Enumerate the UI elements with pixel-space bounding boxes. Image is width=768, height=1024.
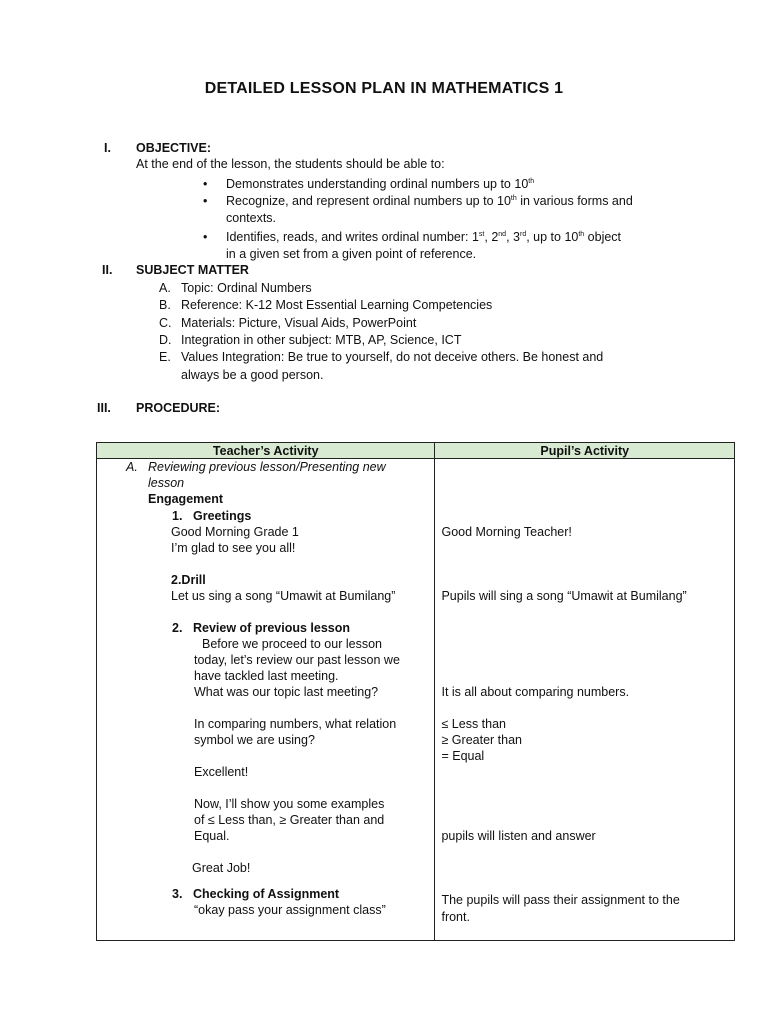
checking-number: 3. — [172, 887, 183, 901]
pupil-response: pupils will listen and answer — [441, 829, 596, 843]
pupil-response: ≥ Greater than — [441, 733, 522, 747]
section-title-line2: lesson — [148, 476, 185, 490]
teacher-activity-cell — [97, 459, 435, 941]
greetings-heading: Greetings — [193, 509, 252, 523]
subject-item-letter: E. — [159, 350, 171, 364]
review-line: symbol we are using? — [194, 733, 315, 747]
objective-bullet-3-line2: in a given set from a given point of reference. — [226, 247, 477, 261]
objective-intro: At the end of the lesson, the students should be able to: — [136, 157, 445, 171]
subject-item-topic: Topic: Ordinal Numbers — [181, 281, 312, 295]
objective-heading: OBJECTIVE: — [136, 141, 212, 155]
procedure-numeral: III. — [97, 401, 111, 415]
teacher-activity-header: Teacher’s Activity — [97, 443, 435, 459]
objective-bullet-3: Identifies, reads, and writes ordinal number: 1st, 2nd, 3rd, up to 10th object — [226, 230, 622, 244]
review-line: In comparing numbers, what relation — [194, 717, 397, 731]
review-line: have tackled last meeting. — [194, 669, 339, 683]
document-title: DETAILED LESSON PLAN IN MATHEMATICS 1 — [204, 80, 564, 97]
review-line: What was our topic last meeting? — [194, 685, 379, 699]
pupil-response: front. — [441, 910, 470, 924]
pupil-response: It is all about comparing numbers. — [441, 685, 630, 699]
subject-item-values: Values Integration: Be true to yourself, do not deceive others. Be honest and — [181, 350, 604, 364]
drill-heading: 2.Drill — [171, 573, 206, 587]
subject-numeral: II. — [102, 263, 113, 277]
pupil-activity-cell — [435, 459, 735, 941]
bullet-icon: • — [203, 177, 208, 191]
objective-bullet-1: Demonstrates understanding ordinal numbers up to 10th — [226, 177, 535, 191]
checking-heading: Checking of Assignment — [193, 887, 340, 901]
subject-item-materials: Materials: Picture, Visual Aids, PowerPoint — [181, 316, 417, 330]
pupil-response: Pupils will sing a song “Umawit at Bumilang” — [441, 589, 687, 603]
review-line: today, let’s review our past lesson we — [194, 653, 400, 667]
review-line: Now, I’ll show you some examples — [194, 797, 385, 811]
table-row — [97, 459, 735, 941]
pupil-response: Good Morning Teacher! — [441, 525, 572, 539]
subject-item-values-line2: always be a good person. — [181, 368, 324, 382]
section-title: Reviewing previous lesson/Presenting new — [148, 460, 386, 474]
subject-item-reference: Reference: K-12 Most Essential Learning Competencies — [181, 298, 493, 312]
review-line: of ≤ Less than, ≥ Greater than and — [194, 813, 385, 827]
objective-numeral: I. — [104, 141, 111, 155]
objective-bullet-2: Recognize, and represent ordinal numbers up to 10th in various forms and — [226, 194, 633, 208]
review-number: 2. — [172, 621, 183, 635]
pupil-response: The pupils will pass their assignment to the — [441, 893, 680, 907]
subject-item-letter: C. — [159, 316, 172, 330]
subject-item-letter: A. — [159, 281, 171, 295]
review-line: Equal. — [194, 829, 230, 843]
pupil-response: = Equal — [441, 749, 485, 763]
subject-item-integration: Integration in other subject: MTB, AP, Science, ICT — [181, 333, 462, 347]
pupil-activity-header: Pupil’s Activity — [435, 443, 735, 459]
greetings-line: I’m glad to see you all! — [171, 541, 296, 555]
objective-bullet-2-line2: contexts. — [226, 211, 277, 225]
review-line: Excellent! — [194, 765, 249, 779]
greetings-number: 1. — [172, 509, 183, 523]
section-letter: A. — [126, 460, 138, 474]
subject-item-letter: D. — [159, 333, 172, 347]
drill-line: Let us sing a song “Umawit at Bumilang” — [171, 589, 396, 603]
table-header-row — [97, 443, 735, 459]
review-line: Before we proceed to our lesson — [202, 637, 382, 651]
procedure-table — [96, 442, 735, 941]
review-line: Great Job! — [192, 861, 251, 875]
subject-item-letter: B. — [159, 298, 171, 312]
review-heading: Review of previous lesson — [193, 621, 350, 635]
bullet-icon: • — [203, 194, 208, 208]
bullet-icon: • — [203, 230, 208, 244]
pupil-response: ≤ Less than — [441, 717, 507, 731]
checking-line: “okay pass your assignment class” — [194, 903, 386, 917]
greetings-line: Good Morning Grade 1 — [171, 525, 299, 539]
engagement-heading: Engagement — [148, 492, 224, 506]
procedure-heading: PROCEDURE: — [136, 401, 221, 415]
subject-heading: SUBJECT MATTER — [136, 263, 249, 277]
